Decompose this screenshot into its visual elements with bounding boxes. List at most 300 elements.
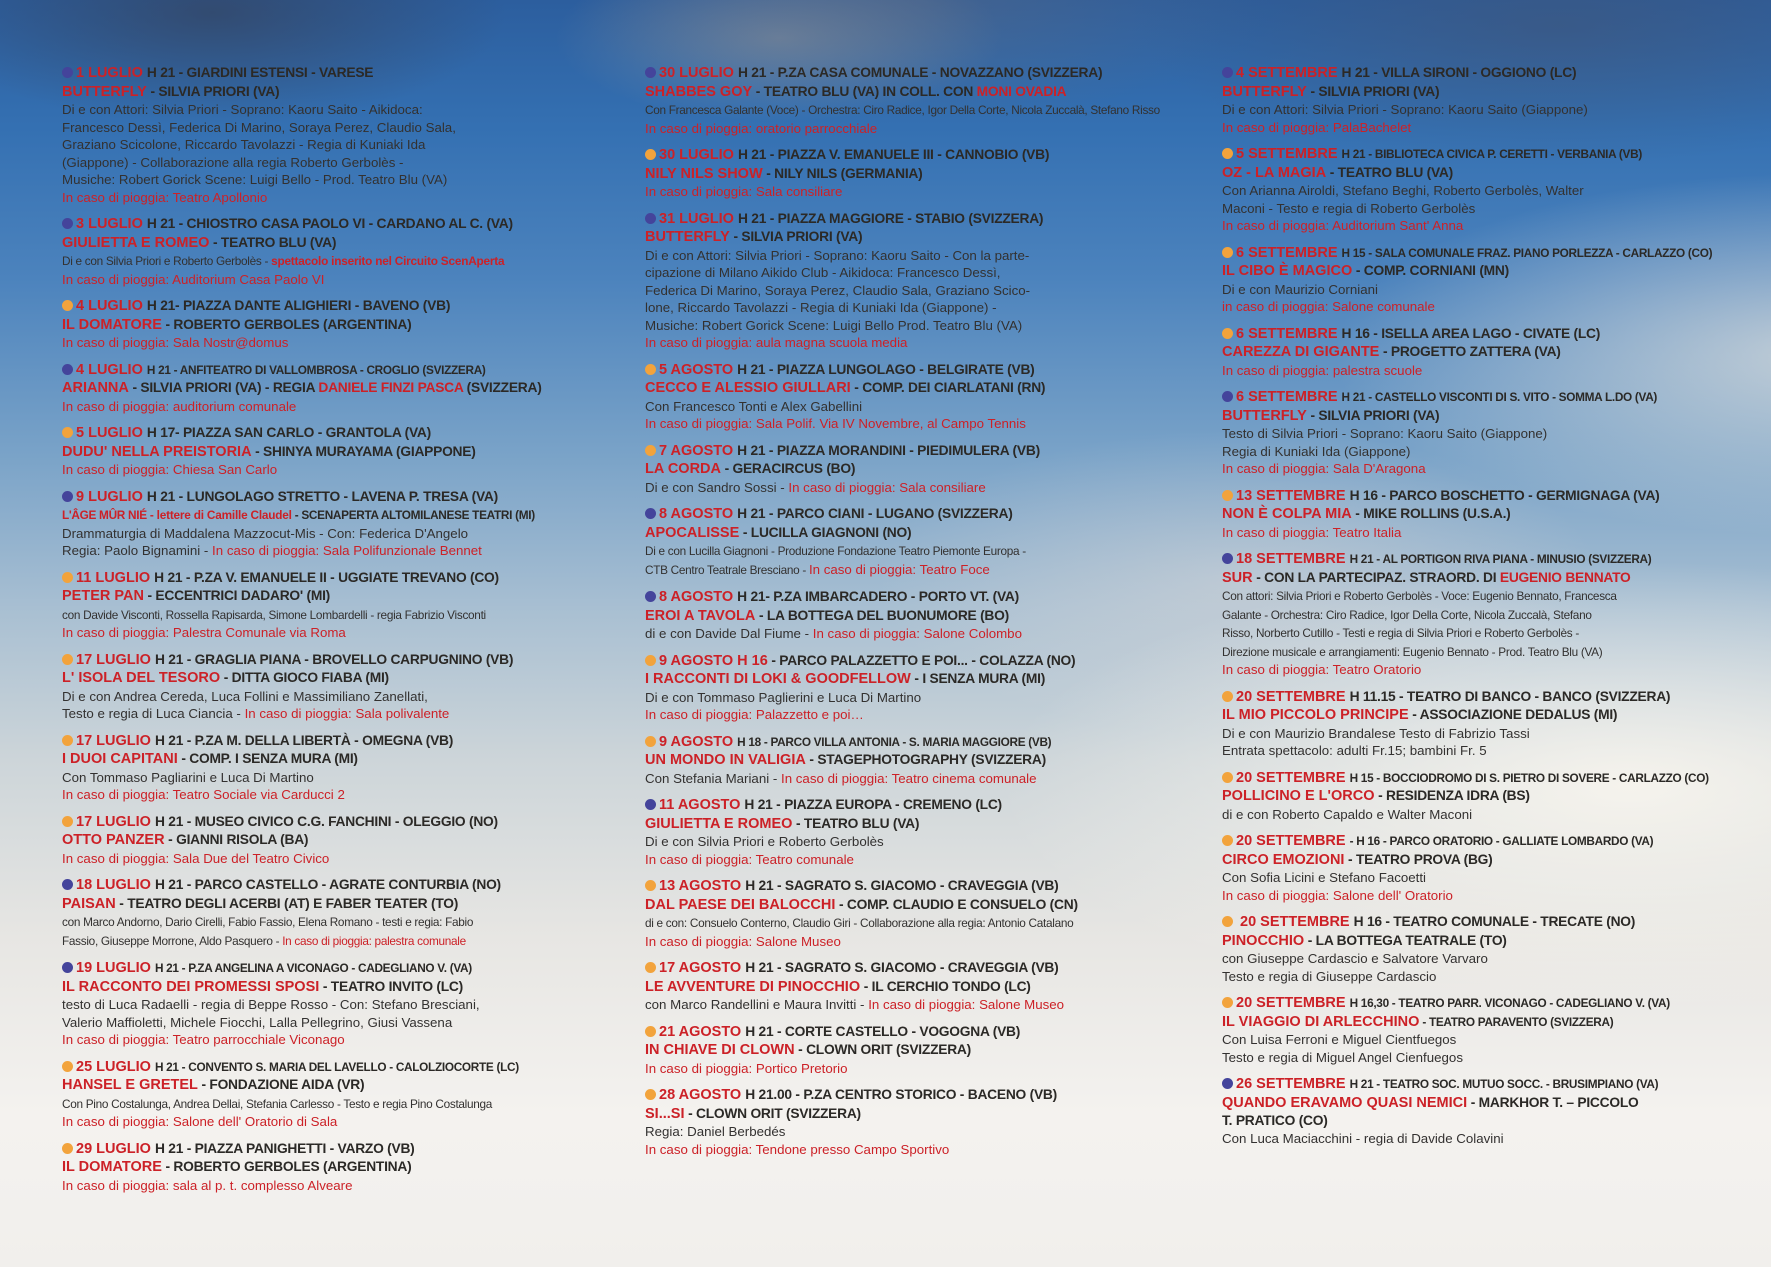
- event-venue: H 21 - GIARDINI ESTENSI - VARESE: [146, 65, 374, 80]
- event-line: [62, 624, 594, 642]
- show-title: L'ÂGE MÛR NIÉ: [62, 508, 147, 522]
- bullet-blue-icon: [645, 591, 656, 602]
- event-venue: - FONDAZIONE AIDA (VR): [197, 1077, 365, 1092]
- event-line: [62, 252, 594, 271]
- event-line: [62, 669, 594, 688]
- bullet-yellow-icon: [1222, 691, 1233, 702]
- event-venue: - ASSOCIAZIONE DEDALUS (MI): [1408, 707, 1618, 722]
- bullet-yellow-icon: [62, 1143, 73, 1154]
- event-heading: [62, 959, 594, 978]
- show-title: IL CIBO È MAGICO: [1222, 263, 1353, 279]
- event-line: [1222, 343, 1730, 362]
- event-heading: [62, 732, 594, 751]
- show-title: HANSEL E GRETEL: [62, 1077, 198, 1093]
- event: [645, 210, 1177, 352]
- event: [62, 361, 594, 416]
- event-credits: di e con Roberto Capaldo e Walter Maconi: [1222, 806, 1473, 822]
- event-venue: - ROBERTO GERBOLES (ARGENTINA): [161, 316, 412, 332]
- rain-venue: In caso di pioggia: Sala Polifunzionale Bennet: [212, 543, 482, 558]
- event: [645, 442, 1177, 497]
- show-title: BUTTERFLY: [1222, 83, 1307, 100]
- event-line: [1222, 932, 1730, 951]
- event-line: [645, 415, 1177, 433]
- event-credits: Con attori: Silvia Priori e Roberto Gerbolès - Voce: Eugenio Bennato, Francesca: [1222, 589, 1617, 603]
- event-venue: H 21 - CASTELLO VISCONTI DI S. VITO - SOMMA L.DO (VA): [1341, 390, 1658, 404]
- event-line: [62, 786, 594, 804]
- show-title: BUTTERFLY: [62, 83, 147, 100]
- event-line: [645, 978, 1177, 997]
- event-venue: - SILVIA PRIORI (VA): [729, 229, 863, 244]
- event-line: [645, 183, 1177, 201]
- event-venue: H 21 - LUNGOLAGO STRETTO - LAVENA P. TRESA (VA): [146, 488, 498, 504]
- event-date: 4 SETTEMBRE: [1236, 65, 1342, 81]
- event-venue: - NILY NILS (GERMANIA): [762, 165, 923, 181]
- event-line: [645, 334, 1177, 352]
- event-venue: H 21 - PIAZZA V. EMANUELE III - CANNOBIO (VB): [737, 147, 1050, 162]
- event-date: 3 LUGLIO: [76, 216, 147, 232]
- event-line: [1222, 725, 1730, 743]
- event: [62, 876, 594, 950]
- event-line: [1222, 606, 1730, 625]
- event-venue: T. PRATICO (CO): [1222, 1113, 1328, 1128]
- event-venue: H 21 - MUSEO CIVICO C.G. FANCHINI - OLEGGIO (NO): [154, 813, 498, 829]
- rain-venue: in caso di pioggia: Salone comunale: [1222, 299, 1435, 314]
- event-venue: H 21- P.ZA IMBARCADERO - PORTO VT. (VA): [737, 589, 1019, 604]
- event-venue: - CLOWN ORIT (SVIZZERA): [684, 1105, 861, 1121]
- event-line: [645, 120, 1177, 138]
- rain-venue: In caso di pioggia: auditorium comunale: [62, 398, 297, 414]
- bullet-blue-icon: [1222, 67, 1233, 78]
- event-heading: [62, 813, 594, 832]
- event-credits: Di e con Attori: Silvia Priori - Soprano: Kaoru Saito (Giappone): [1222, 102, 1588, 117]
- show-title: APOCALISSE: [645, 524, 740, 541]
- bullet-blue-icon: [62, 491, 73, 502]
- event-line: [62, 750, 594, 769]
- event-heading: [645, 361, 1177, 380]
- event-date: 8 AGOSTO: [659, 589, 738, 605]
- event-line: [1222, 524, 1730, 542]
- show-title: EROI A TAVOLA: [645, 607, 756, 624]
- event-venue: - SCENAPERTA ALTOMILANESE TEATRI (MI): [291, 508, 535, 522]
- event-date: 28 AGOSTO: [659, 1087, 746, 1103]
- event: [1222, 913, 1730, 985]
- event-line: [645, 379, 1177, 398]
- event: [645, 64, 1177, 137]
- bullet-blue-icon: [62, 879, 73, 890]
- event-line: [645, 1141, 1177, 1159]
- show-title: PINOCCHIO: [1222, 932, 1305, 949]
- event-venue: H 21 - SAGRATO S. GIACOMO - CRAVEGGIA (VB): [745, 960, 1059, 975]
- event: [645, 505, 1177, 579]
- event-heading: [1222, 550, 1730, 569]
- event-heading: [1222, 688, 1730, 707]
- event-line: [645, 933, 1177, 951]
- event-venue: - MIKE ROLLINS (U.S.A.): [1351, 506, 1511, 521]
- event-credits: con Marco Randellini e Maura Invitti -: [645, 997, 869, 1012]
- event-line: [645, 851, 1177, 869]
- event-credits: Musiche: Robert Gorick Scene: Luigi Bello - Prod. Teatro Blu (VA): [62, 172, 448, 187]
- show-title: PETER PAN: [62, 588, 144, 604]
- event-line: [1222, 1031, 1730, 1049]
- event-line: [645, 264, 1177, 282]
- event-line: [645, 282, 1177, 300]
- event-date: 21 AGOSTO: [659, 1023, 746, 1040]
- rain-venue: In caso di pioggia: palestra scuole: [1222, 362, 1423, 378]
- event-line: [1222, 362, 1730, 380]
- bullet-blue-icon: [645, 508, 656, 519]
- show-title: BUTTERFLY: [645, 229, 730, 245]
- event-heading: [645, 1023, 1177, 1042]
- event-line: [62, 1014, 594, 1032]
- show-title: PAISAN: [62, 895, 116, 912]
- bullet-yellow-icon: [62, 735, 73, 746]
- event-credits: Direzione musicale e arrangiamenti: Eugenio Bennato - Prod. Teatro Blu (VA): [1222, 644, 1603, 659]
- event-date: 6 SETTEMBRE: [1236, 325, 1342, 342]
- event-credits: Regia: Daniel Berbedés: [645, 1124, 786, 1139]
- event-credits: lone, Riccardo Tavolazzi - Regia di Kuniaki Ida (Giappone) -: [645, 300, 997, 315]
- event-line: [62, 831, 594, 850]
- event-date: 6 SETTEMBRE: [1236, 389, 1342, 405]
- event-heading: [645, 146, 1177, 165]
- event-credits: Federica Di Marino, Soraya Perez, Claudio Sala, Graziano Scico-: [645, 282, 1031, 298]
- bullet-yellow-icon: [62, 572, 73, 583]
- bullet-yellow-icon: [62, 427, 73, 438]
- event-venue: - SILVIA PRIORI (VA): [1306, 83, 1440, 99]
- event-credits: Di e con Attori: Silvia Priori - Soprano: Kaoru Saito - Con la parte-: [645, 247, 1030, 263]
- event-line: [62, 1031, 594, 1049]
- event-credits: Testo e regia di Miguel Angel Cienfuegos: [1222, 1049, 1463, 1065]
- event-venue: H 16 - PARCO BOSCHETTO - GERMIGNAGA (VA): [1349, 487, 1660, 503]
- event-venue: H 21- PIAZZA DANTE ALIGHIERI - BAVENO (VB): [146, 298, 451, 313]
- event-venue: H 16 - TEATRO COMUNALE - TRECATE (NO): [1353, 914, 1636, 929]
- event-line: [1222, 1112, 1730, 1130]
- show-title: IL RACCONTO DEI PROMESSI SPOSI: [62, 978, 320, 995]
- event-credits: Regia di Kuniaki Ida (Giappone): [1222, 443, 1411, 459]
- event-line: [62, 379, 594, 398]
- event: [645, 1086, 1177, 1158]
- event-venue: - SILVIA PRIORI (VA): [1306, 407, 1440, 423]
- rain-venue: In caso di pioggia: Auditorium Casa Paolo VI: [62, 271, 325, 287]
- rain-venue: In caso di pioggia: aula magna scuola media: [645, 335, 908, 350]
- bullet-yellow-icon: [645, 655, 656, 666]
- event-date: 19 LUGLIO: [76, 960, 155, 976]
- event: [645, 652, 1177, 724]
- event-heading: [645, 442, 1177, 461]
- event-venue: - SILVIA PRIORI (VA) - REGIA: [128, 380, 319, 395]
- event: [645, 959, 1177, 1014]
- event: [645, 733, 1177, 788]
- event-credits: Drammaturgia di Maddalena Mazzocut-Mis - Con: Federica D'Angelo: [62, 525, 469, 541]
- event-venue: - TEATRO BLU (VA) IN COLL. CON: [752, 83, 977, 99]
- bullet-blue-icon: [645, 213, 656, 224]
- event: [1222, 325, 1730, 380]
- event-heading: [1222, 1075, 1730, 1094]
- event-credits: Con Sofia Licini e Stefano Facoetti: [1222, 870, 1427, 885]
- rain-venue: In caso di pioggia: Sala Due del Teatro Civico: [62, 850, 330, 866]
- show-title: DAL PAESE DEI BALOCCHI: [645, 896, 836, 913]
- event-credits: Testo e regia di Luca Ciancia -: [62, 706, 245, 721]
- event-date: 26 SETTEMBRE: [1236, 1076, 1350, 1092]
- bullet-yellow-icon: [1222, 247, 1233, 258]
- event-heading: [645, 64, 1177, 83]
- event-date: 4 LUGLIO: [76, 361, 147, 378]
- event-heading: [62, 569, 594, 588]
- event-line: [1222, 298, 1730, 316]
- event-venue: - LA BOTTEGA TEATRALE (TO): [1304, 932, 1507, 948]
- event-line: [645, 524, 1177, 543]
- event-venue: H 21 - PIAZZA MAGGIORE - STABIO (SVIZZERA): [737, 210, 1044, 226]
- event-venue: H 21 - PIAZZA LUNGOLAGO - BELGIRATE (VB): [737, 361, 1035, 377]
- show-title: BUTTERFLY: [1222, 407, 1307, 424]
- event-venue: - COMP. DEI CIARLATANI (RN): [850, 380, 1046, 395]
- event: [62, 215, 594, 288]
- event-venue: H 21 - PIAZZA MORANDINI - PIEDIMULERA (VB): [737, 442, 1040, 458]
- event-credits: Galante - Orchestra: Ciro Radice, Igor Della Corte, Nicola Zuccalà, Stefano: [1222, 607, 1592, 622]
- event-venue: H 21 - BIBLIOTECA CIVICA P. CERETTI - VERBANIA (VB): [1341, 147, 1642, 161]
- event-date: 20 SETTEMBRE: [1236, 769, 1350, 786]
- event-date: 25 LUGLIO: [76, 1058, 155, 1075]
- event-heading: [1222, 769, 1730, 788]
- event-line: [645, 317, 1177, 335]
- event-date: 30 LUGLIO: [659, 65, 738, 81]
- event-venue: H 21 - P.ZA CASA COMUNALE - NOVAZZANO (SVIZZERA): [737, 65, 1103, 80]
- show-title: IL VIAGGIO DI ARLECCHINO: [1222, 1013, 1420, 1030]
- rain-venue: In caso di pioggia: Salone dell' Oratorio di Sala: [62, 1114, 338, 1129]
- event-heading: [62, 876, 594, 895]
- event-line: [645, 996, 1177, 1014]
- event-line: [645, 1060, 1177, 1078]
- rain-venue: In caso di pioggia: Sala Nostr@domus: [62, 335, 289, 350]
- event-venue: - MARKHOR T. – PICCOLO: [1467, 1094, 1639, 1110]
- event: [62, 1140, 594, 1195]
- event-line: [62, 542, 594, 560]
- featured-note: spettacolo inserito nel Circuito ScenAperta: [271, 254, 505, 268]
- event-line: [1222, 407, 1730, 426]
- event-line: [1222, 1013, 1730, 1032]
- event-line: [62, 705, 594, 723]
- show-title: UN MONDO IN VALIGIA: [645, 752, 806, 768]
- event-venue: H 21 - VILLA SIRONI - OGGIONO (LC): [1341, 65, 1577, 80]
- event-line: [645, 914, 1177, 933]
- event-credits: Di e con Andrea Cereda, Luca Follini e Massimiliano Zanellati,: [62, 688, 428, 704]
- event-line: [645, 625, 1177, 643]
- bullet-blue-icon: [62, 67, 73, 78]
- event: [62, 64, 594, 206]
- event-venue: - CON LA PARTECIPAZ. STRAORD. DI: [1252, 569, 1500, 585]
- event-line: [62, 171, 594, 189]
- event-venue: H 15 - SALA COMUNALE FRAZ. PIANO PORLEZZA - CARLAZZO (CO): [1341, 245, 1713, 260]
- bullet-blue-icon: [1222, 553, 1233, 564]
- event-venue: H 15 - BOCCIODROMO DI S. PIETRO DI SOVERE - CARLAZZO (CO): [1349, 770, 1709, 785]
- event-date: 17 AGOSTO: [659, 960, 746, 976]
- show-title: CAREZZA DI GIGANTE: [1222, 344, 1380, 360]
- bullet-blue-icon: [645, 67, 656, 78]
- event-line: [62, 913, 594, 932]
- bullet-yellow-icon: [1222, 148, 1233, 159]
- event-line: [1222, 164, 1730, 183]
- event-credits: con Marco Andorno, Dario Cirelli, Fabio Fassio, Elena Romano - testi e regia: Fabio: [62, 915, 474, 929]
- show-title: NILY NILS SHOW: [645, 165, 763, 182]
- event-credits: Entrata spettacolo: adulti Fr.15; bambini Fr. 5: [1222, 743, 1487, 758]
- event-credits: Risso, Norberto Cutillo - Testi e regia di Silvia Priori e Roberto Gerbolès -: [1222, 626, 1579, 640]
- event-date: 20 SETTEMBRE: [1236, 833, 1350, 849]
- rain-venue: In caso di pioggia: Chiesa San Carlo: [62, 462, 278, 477]
- event-venue: H 21 - AL PORTIGON RIVA PIANA - MINUSIO (SVIZZERA): [1349, 552, 1652, 566]
- event-date: 18 LUGLIO: [76, 877, 155, 893]
- event-heading: [645, 877, 1177, 896]
- event-credits: Di e con Attori: Silvia Priori - Soprano: Kaoru Saito - Aikidoca:: [62, 102, 423, 117]
- event-venue: - LUCILLA GIAGNONI (NO): [739, 524, 912, 540]
- event: [645, 588, 1177, 643]
- event-venue: - RESIDENZA IDRA (BS): [1374, 788, 1530, 803]
- event: [1222, 994, 1730, 1066]
- rain-venue: In caso di pioggia: Teatro Foce: [808, 561, 990, 577]
- event-line: [1222, 806, 1730, 824]
- event-venue: - PARCO PALAZZETTO E POI... - COLAZZA (NO): [767, 652, 1076, 668]
- event: [1222, 244, 1730, 316]
- event-credits: Con Stefania Mariani -: [645, 770, 781, 786]
- event-line: [62, 525, 594, 543]
- event-venue: H 21 - PARCO CIANI - LUGANO (SVIZZERA): [737, 506, 1013, 521]
- event-venue: H 16 - ISELLA AREA LAGO - CIVATE (LC): [1341, 325, 1601, 341]
- event-credits: Di e con Sandro Sossi -: [645, 479, 789, 495]
- event-date: 17 LUGLIO: [76, 651, 155, 668]
- rain-venue: In caso di pioggia: sala al p. t. complesso Alveare: [62, 1177, 353, 1193]
- rain-venue: In caso di pioggia: Sala consiliare: [645, 184, 843, 199]
- event-line: [1222, 217, 1730, 235]
- event-line: [1222, 587, 1730, 606]
- rain-venue: In caso di pioggia: Salone Colombo: [812, 626, 1022, 641]
- event-line: [1222, 83, 1730, 102]
- event-line: [62, 1095, 594, 1114]
- show-title: GIULIETTA E ROMEO: [645, 815, 793, 832]
- featured-artist: DANIELE FINZI PASCA: [318, 380, 464, 395]
- event-line: [62, 1158, 594, 1177]
- event-line: [1222, 281, 1730, 299]
- event-credits: di e con Davide Dal Fiume -: [645, 626, 813, 641]
- event-heading: [645, 959, 1177, 978]
- event-credits: Fassio, Giuseppe Morrone, Aldo Pasquero -: [62, 933, 283, 948]
- event-line: [1222, 706, 1730, 725]
- bullet-yellow-icon: [645, 736, 656, 747]
- event-heading: [1222, 145, 1730, 164]
- event-line: [645, 896, 1177, 915]
- event-date: 13 AGOSTO: [659, 878, 746, 894]
- event: [1222, 769, 1730, 824]
- event-line: [62, 154, 594, 172]
- event-venue: - COMP. I SENZA MURA (MI): [177, 751, 358, 766]
- event: [1222, 1075, 1730, 1147]
- event-line: [1222, 887, 1730, 905]
- event-line: [645, 561, 1177, 580]
- show-title: L' ISOLA DEL TESORO: [62, 670, 221, 686]
- event: [645, 877, 1177, 950]
- event-heading: [645, 796, 1177, 815]
- event-line: [645, 751, 1177, 770]
- show-title: OTTO PANZER: [62, 832, 165, 848]
- event-venue: - IL CERCHIO TONDO (LC): [860, 978, 1031, 994]
- event: [1222, 64, 1730, 136]
- show-title: SHABBES GOY: [645, 83, 753, 100]
- event-line: [645, 815, 1177, 834]
- show-title: I RACCONTI DI LOKI & GOODFELLOW: [645, 671, 911, 687]
- event-credits: (Giappone) - Collaborazione alla regia Roberto Gerbolès -: [62, 154, 404, 170]
- event: [1222, 145, 1730, 235]
- event-credits: Con Tommaso Pagliarini e Luca Di Martino: [62, 769, 314, 785]
- event-venue: H 21 - PIAZZA EUROPA - CREMENO (LC): [744, 797, 1002, 812]
- event-line: [645, 706, 1177, 724]
- event-venue: - COMP. CORNIANI (MN): [1352, 263, 1509, 278]
- event-venue: H 21 - TEATRO SOC. MUTUO SOCC. - BRUSIMPIANO (VA): [1349, 1077, 1659, 1091]
- featured-artist: EUGENIO BENNATO: [1499, 569, 1631, 585]
- event-venue: - COMP. CLAUDIO E CONSUELO (CN): [835, 896, 1078, 912]
- event-venue: - DITTA GIOCO FIABA (MI): [220, 670, 389, 685]
- show-title: IL MIO PICCOLO PRINCIPE: [1222, 707, 1409, 723]
- event-date: 5 SETTEMBRE: [1236, 146, 1342, 162]
- event-heading: [1222, 487, 1730, 506]
- event-line: [645, 228, 1177, 247]
- show-title: CECCO E ALESSIO GIULLARI: [645, 380, 851, 396]
- bullet-blue-icon: [62, 218, 73, 229]
- event-venue: H 21 - P.ZA M. DELLA LIBERTÀ - OMEGNA (VB): [154, 732, 454, 748]
- rain-venue: In caso di pioggia: Teatro Oratorio: [1222, 662, 1422, 677]
- rain-venue: In caso di pioggia: PalaBachelet: [1222, 119, 1412, 135]
- bullet-yellow-icon: [645, 149, 656, 160]
- event-venue: - I SENZA MURA (MI): [910, 671, 1046, 686]
- event-date: 20 SETTEMBRE: [1236, 914, 1354, 930]
- event-line: [62, 587, 594, 606]
- event-heading: [1222, 994, 1730, 1013]
- event-date: 30 LUGLIO: [659, 147, 738, 163]
- rain-venue: In caso di pioggia: Teatro Italia: [1222, 524, 1402, 540]
- event-date: 1 LUGLIO: [76, 65, 147, 81]
- event-venue: H 21 - P.ZA V. EMANUELE II - UGGIATE TREVANO (CO): [154, 569, 499, 585]
- bullet-yellow-icon: [1222, 916, 1233, 927]
- event: [1222, 688, 1730, 760]
- event-line: [645, 833, 1177, 851]
- event-venue: (SVIZZERA): [463, 380, 542, 395]
- event-line: [1222, 742, 1730, 760]
- bullet-yellow-icon: [645, 880, 656, 891]
- event-venue: - SILVIA PRIORI (VA): [146, 83, 280, 99]
- event-line: [62, 83, 594, 102]
- event-line: [62, 334, 594, 352]
- event-heading: [645, 1086, 1177, 1105]
- event: [62, 1058, 594, 1131]
- event-credits: Graziano Scicolone, Riccardo Tavolazzi - Regia di Kuniaki Ida: [62, 137, 426, 152]
- event: [645, 796, 1177, 868]
- event-line: [62, 119, 594, 137]
- show-title: SI...SI: [645, 1105, 685, 1122]
- event: [62, 488, 594, 560]
- event-venue: - TEATRO PARAVENTO (SVIZZERA): [1419, 1014, 1614, 1029]
- event-credits: Musiche: Robert Gorick Scene: Luigi Bello Prod. Teatro Blu (VA): [645, 317, 1023, 333]
- rain-venue: In caso di pioggia: Salone dell' Oratorio: [1222, 887, 1453, 903]
- event-date: 20 SETTEMBRE: [1236, 688, 1350, 705]
- event-heading: [62, 297, 594, 316]
- event-credits: Con Francesca Galante (Voce) - Orchestra: Ciro Radice, Igor Della Corte, Nicola Zuccalà, Stefano Risso: [645, 103, 1160, 117]
- event-line: [62, 316, 594, 335]
- rain-venue: In caso di pioggia: Salone Museo: [645, 933, 841, 949]
- event-heading: [62, 64, 594, 83]
- event-heading: [645, 652, 1177, 671]
- event-line: [62, 189, 594, 207]
- event-credits: di e con: Consuelo Conterno, Claudio Giri - Collaborazione alla regia: Antonio Catalano: [645, 916, 1074, 930]
- event-venue: - LA BOTTEGA DEL BUONUMORE (BO): [755, 607, 1009, 623]
- event-line: [62, 1076, 594, 1095]
- event-credits: Valerio Maffioletti, Michele Fiocchi, Lalla Pellegrino, Giusi Vassena: [62, 1014, 453, 1030]
- event-credits: Regia: Paolo Bignamini -: [62, 543, 213, 558]
